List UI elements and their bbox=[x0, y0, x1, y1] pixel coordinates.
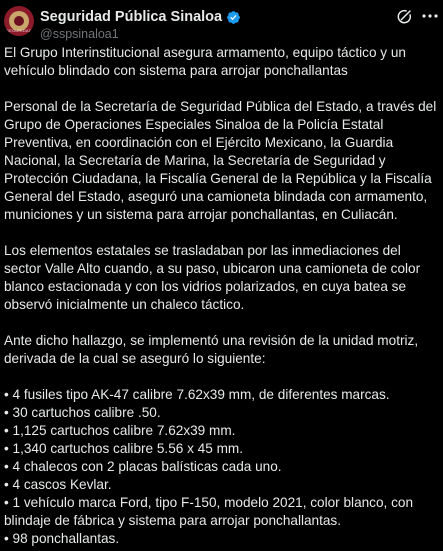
post-paragraph: El Grupo Interinstitucional asegura armamento, equipo táctico y un vehículo blindado con sistema para arrojar ponchallantas bbox=[4, 45, 406, 78]
more-options-icon[interactable] bbox=[421, 13, 439, 19]
list-item: • 4 chalecos con 2 placas balísticas cada uno. bbox=[4, 459, 282, 474]
author-name[interactable]: Seguridad Pública Sinaloa bbox=[40, 9, 223, 25]
post-header bbox=[0, 0, 443, 44]
post-body bbox=[4, 44, 440, 548]
author-name-row[interactable] bbox=[40, 9, 241, 25]
list-item: • 1 vehículo marca Ford, tipo F-150, modelo 2021, color blanco, con blindaje de fábrica y sistema para arrojar ponchallantas. bbox=[4, 495, 414, 528]
seized-items-list bbox=[4, 386, 440, 548]
verified-badge-icon bbox=[226, 10, 241, 25]
post-paragraph: Personal de la Secretaría de Seguridad Pública del Estado, a través del Grupo de Operaciones Especiales Sinaloa de la Policía Estatal Preventiva, en coordinación con el Ejército Mexicano, la Guardia Nacional, la Secretaría de Marina, la Secretaría de Seguridad y Protección Ciudadana, la Fiscalía General de la República y la Fiscalía General del Estado, aseguró una camioneta blindada con armamento, municiones y un sistema para arrojar ponchallantas, en Culiacán. bbox=[4, 99, 437, 222]
list-item: • 4 fusiles tipo AK-47 calibre 7.62x39 mm, de diferentes marcas. bbox=[4, 387, 390, 402]
list-item: • 1,340 cartuchos calibre 5.56 x 45 mm. bbox=[4, 441, 243, 456]
post-paragraph: Los elementos estatales se trasladaban por las inmediaciones del sector Valle Alto cuando, a su paso, ubicaron una camioneta de color blanco estacionada y con los vidrios polarizados, en cuya batea se observó inicialmente un chaleco táctico. bbox=[4, 243, 421, 312]
post-paragraph: Ante dicho hallazgo, se implementó una revisión de la unidad motriz, derivada de la cual se aseguró lo siguiente: bbox=[4, 333, 419, 366]
grok-icon[interactable] bbox=[395, 8, 413, 26]
list-item: • 30 cartuchos calibre .50. bbox=[4, 405, 161, 420]
list-item: • 98 ponchallantas. bbox=[4, 531, 120, 546]
list-item: • 4 cascos Kevlar. bbox=[4, 477, 112, 492]
list-item: • 1,125 cartuchos calibre 7.62x39 mm. bbox=[4, 423, 236, 438]
author-handle[interactable]: @sspsinaloa1 bbox=[40, 27, 119, 41]
avatar-label: SEGURIDAD bbox=[6, 28, 32, 33]
avatar[interactable] bbox=[4, 6, 34, 36]
